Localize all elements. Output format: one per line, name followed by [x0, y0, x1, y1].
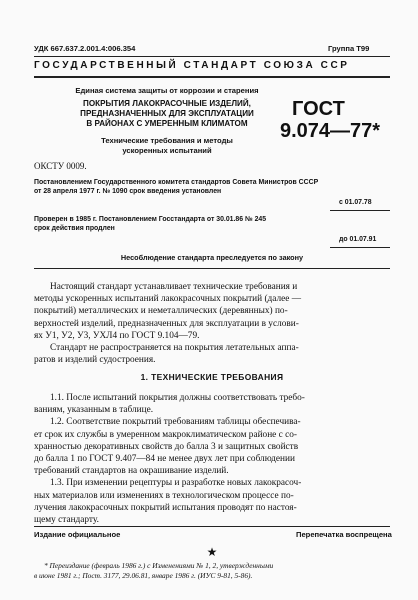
reprint-prohibited: Перепечатка воспрещена — [296, 530, 392, 539]
text-line: покрытий) металлических и неметаллических (деревянных) по- — [34, 306, 288, 317]
group-code: Группа Т99 — [328, 44, 370, 53]
footnote-line: * Переиздание (февраль 1986 г.) с Изменениями № 1, 2, утвержденными — [44, 561, 274, 570]
text-line: 1.2. Соответствие покрытий требованиям таблицы обеспечива- — [50, 417, 301, 428]
standard-title — [62, 99, 272, 130]
subtitle-line: ускоренных испытаний — [122, 145, 212, 155]
section-body — [34, 392, 390, 526]
text-line: ваниям, указанным в таблице. — [34, 405, 154, 416]
revision-line: Проверен в 1985 г. Постановлением Госстандарта от 30.01.86 № 245 — [34, 216, 267, 223]
text-line: лучения лакокрасочных покрытий испытания проводят по настоя- — [34, 502, 297, 513]
standard-subtitle — [62, 136, 272, 155]
text-line: методы ускоренных испытаний лакокрасочных покрытий (далее — — [34, 294, 301, 305]
section-heading: 1. ТЕХНИЧЕСКИЕ ТРЕБОВАНИЯ — [140, 372, 284, 382]
series-title: Единая система защиты от коррозии и старения — [75, 86, 259, 95]
text-line: ратов и изделий судостроения. — [34, 355, 156, 366]
udk-code: УДК 667.637.2.001.4:006.354 — [34, 44, 136, 53]
text-line: Настоящий стандарт устанавливает технические требования и — [50, 282, 298, 292]
text-line: до балла 1 по ГОСТ 9.407—84 не менее двух лет при соблюдении — [34, 454, 295, 465]
revision-block — [34, 215, 390, 233]
effective-date: с 01.07.78 — [339, 199, 372, 206]
star-mark: ★ — [206, 545, 218, 559]
text-line: требований стандартов на окрашивание изделий. — [34, 466, 229, 477]
text-line: верхностей изделий, предназначенных для эксплуатации в услови- — [34, 318, 299, 329]
intro-paragraph — [34, 281, 390, 366]
decree-block — [34, 178, 390, 196]
text-line: щему стандарту. — [34, 515, 99, 526]
date-underline — [330, 247, 390, 248]
official-edition: Издание официальное — [34, 530, 121, 539]
footnote-line: в июне 1981 г.; Пост. 3177, 29.06.81, январе 1986 г. (ИУС 9-81, 5-86). — [34, 571, 253, 580]
subtitle-line: Технические требования и методы — [101, 136, 233, 145]
text-line: Стандарт не распространяется на покрытия летательных аппа- — [50, 343, 299, 354]
text-line: ных материалов или изменениях в технологическом процессе по- — [34, 490, 294, 501]
decree-line: Постановлением Государственного комитета стандартов Совета Министров СССР — [34, 179, 319, 186]
okstu-code: ОКСТУ 0009. — [34, 161, 87, 171]
text-line: 1.3. При изменении рецептуры и разработке новых лакокрасоч- — [50, 478, 302, 489]
extended-date: до 01.07.91 — [339, 236, 377, 243]
standard-banner: ГОСУДАРСТВЕННЫЙ СТАНДАРТ СОЮЗА ССР — [34, 60, 350, 71]
gost-label: ГОСТ — [292, 98, 345, 120]
gost-number: 9.074—77* — [280, 120, 381, 142]
text-line: 1.1. После испытаний покрытия должны соответствовать требо- — [50, 393, 305, 403]
title-line: ПОКРЫТИЯ ЛАКОКРАСОЧНЫЕ ИЗДЕЛИЙ, — [83, 99, 251, 108]
revision-line: срок действия продлен — [34, 225, 115, 233]
title-line: ПРЕДНАЗНАЧЕННЫХ ДЛЯ ЭКСПЛУАТАЦИИ — [80, 109, 254, 119]
text-line: ях У1, У2, У3, УХЛ4 по ГОСТ 9.104—79. — [34, 330, 200, 341]
date-underline — [330, 210, 390, 211]
header-rule-bottom — [34, 76, 390, 78]
decree-rule — [34, 268, 390, 269]
legal-notice: Несоблюдение стандарта преследуется по закону — [120, 253, 304, 262]
text-line: хранностью декоративных свойств до балла 3 и защитных свойств — [34, 441, 299, 452]
text-line: ет срок их службы в умеренном макроклиматическом районе с со- — [34, 429, 297, 440]
footnote — [34, 561, 390, 581]
title-line: В РАЙОНАХ С УМЕРЕННЫМ КЛИМАТОМ — [86, 119, 248, 129]
footer-rule — [34, 526, 390, 527]
decree-line: от 28 апреля 1977 г. № 1090 срок введения установлен — [34, 188, 222, 196]
header-rule-top — [34, 56, 390, 57]
